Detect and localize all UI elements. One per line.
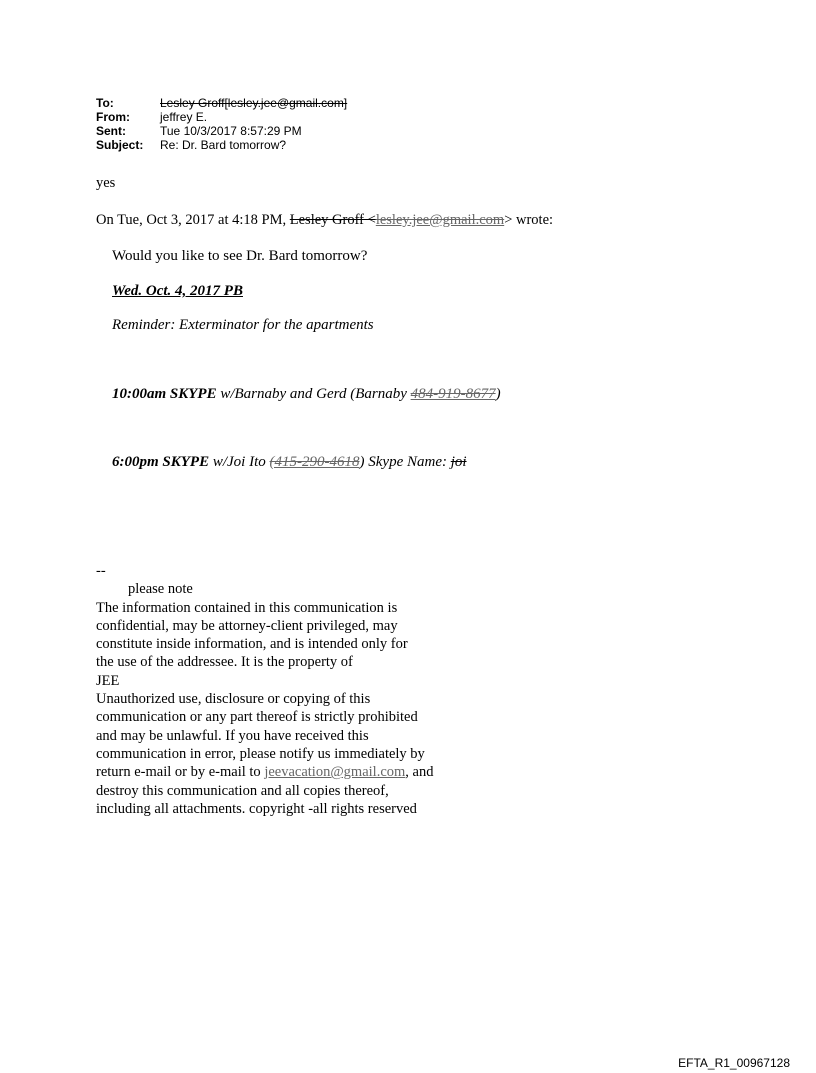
- disclaimer: [96, 562, 433, 818]
- quote-email-close: >: [504, 212, 513, 228]
- to-row: [96, 96, 347, 110]
- item2-time: 6:00pm SKYPE: [112, 454, 210, 470]
- quote-sender-email-link[interactable]: lesley.jee@gmail.com: [375, 212, 505, 228]
- date-heading: Wed. Oct. 4, 2017 PB: [112, 283, 243, 299]
- disclaimer-line: destroy this communication and all copies thereof,: [96, 782, 389, 799]
- quote-email-open: <: [364, 212, 376, 228]
- reply-text: yes: [96, 175, 116, 191]
- disclaimer-line: including all attachments. copyright -all rights reserved: [96, 800, 417, 817]
- please-note: please note: [128, 581, 193, 598]
- to-value: Lesley Groff[lesley.jee@gmail.com]: [160, 96, 348, 110]
- item2-phone-link[interactable]: (415-290-4618: [269, 454, 360, 470]
- item2-skype-name: joi: [450, 454, 467, 470]
- item2-mid: ) Skype Name:: [359, 454, 451, 470]
- sent-label: Sent:: [96, 124, 126, 138]
- item2-text: w/Joi Ito: [209, 454, 270, 470]
- quote-sender-name: Lesley Groff: [289, 212, 364, 228]
- schedule-item-2: [112, 454, 467, 471]
- disclaimer-line: confidential, may be attorney-client privileged, may: [96, 617, 398, 634]
- return-suffix: , and: [405, 764, 434, 781]
- quote-intro: [96, 212, 553, 229]
- disclaimer-line: JEE: [96, 672, 120, 689]
- from-row: [96, 110, 347, 124]
- item1-text: w/Barnaby and Gerd (Barnaby: [216, 386, 411, 402]
- return-prefix: return e-mail or by e-mail to: [96, 764, 265, 781]
- schedule-item-1: [112, 386, 501, 403]
- quote-intro-suffix: wrote:: [512, 212, 554, 228]
- sent-row: [96, 124, 347, 138]
- disclaimer-line: Unauthorized use, disclosure or copying of this: [96, 691, 371, 708]
- disclaimer-line: and may be unlawful. If you have received this: [96, 727, 369, 744]
- disclaimer-line: communication or any part thereof is strictly prohibited: [96, 709, 418, 726]
- return-email-link[interactable]: jeevacation@gmail.com: [264, 764, 406, 781]
- item1-phone-link[interactable]: 484-919-8677: [410, 386, 496, 402]
- to-label: To:: [96, 96, 114, 110]
- subject-value: Re: Dr. Bard tomorrow?: [160, 138, 287, 152]
- item1-close: ): [495, 386, 501, 402]
- email-header: [96, 96, 347, 152]
- disclaimer-line: constitute inside information, and is intended only for: [96, 636, 408, 653]
- quoted-question: Would you like to see Dr. Bard tomorrow?: [112, 248, 368, 264]
- quote-intro-prefix: On Tue, Oct 3, 2017 at 4:18 PM,: [96, 212, 290, 228]
- subject-label: Subject:: [96, 138, 144, 152]
- from-label: From:: [96, 110, 130, 124]
- signature-separator: --: [96, 563, 106, 579]
- reminder-text: Reminder: Exterminator for the apartments: [112, 317, 374, 333]
- sent-value: Tue 10/3/2017 8:57:29 PM: [160, 124, 302, 138]
- disclaimer-return-line: [96, 763, 433, 781]
- disclaimer-line: The information contained in this communication is: [96, 599, 398, 616]
- item1-time: 10:00am SKYPE: [112, 386, 217, 402]
- disclaimer-line: communication in error, please notify us immediately by: [96, 745, 425, 762]
- disclaimer-line: the use of the addressee. It is the property of: [96, 654, 353, 671]
- bates-number: EFTA_R1_00967128: [678, 1056, 790, 1070]
- subject-row: [96, 138, 347, 152]
- from-value: jeffrey E.: [160, 110, 208, 124]
